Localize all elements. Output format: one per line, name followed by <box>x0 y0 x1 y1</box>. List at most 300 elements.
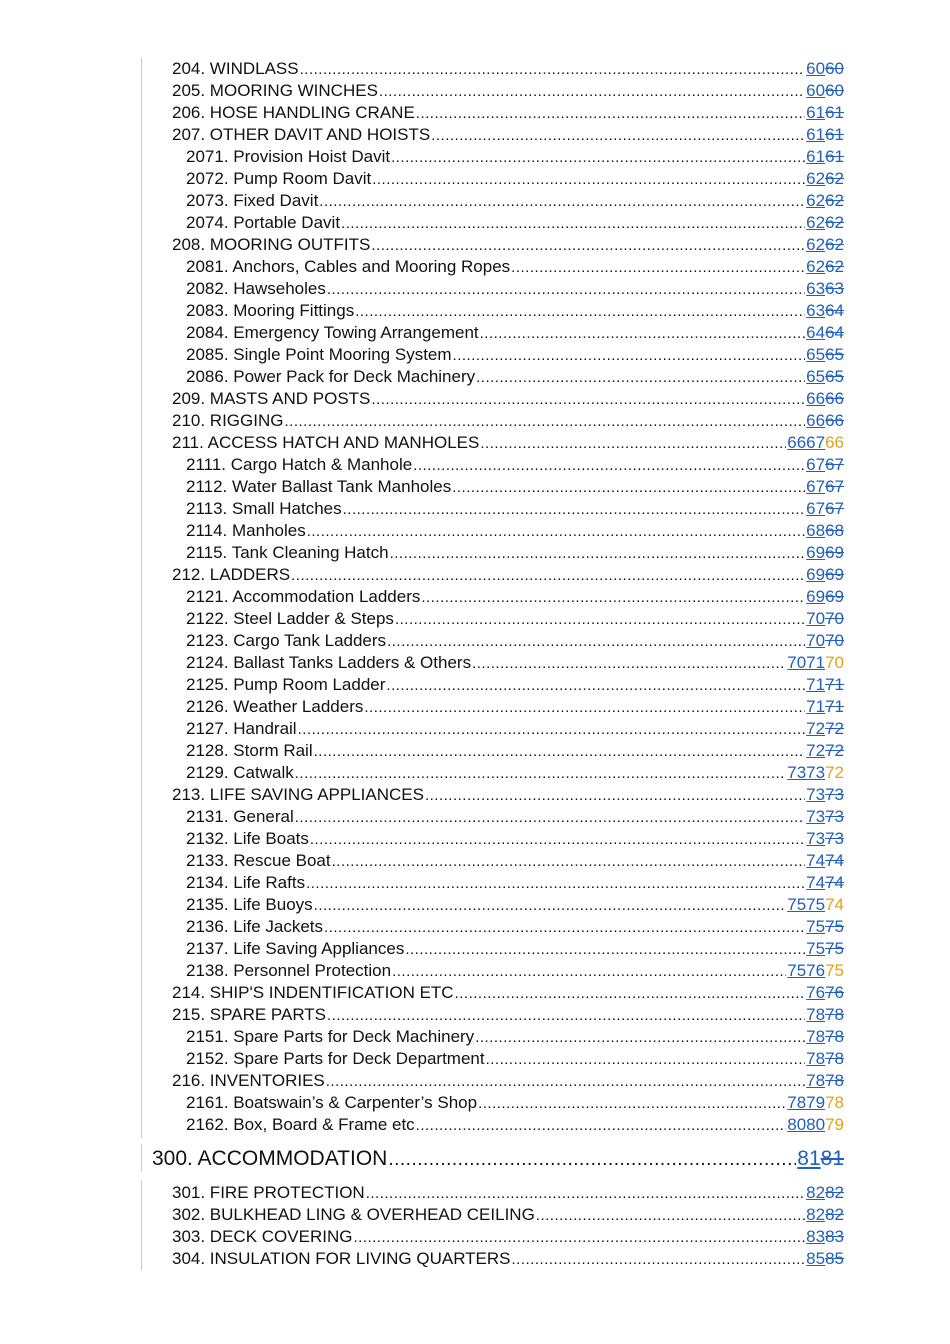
page-number-new[interactable]: 62 <box>806 191 826 210</box>
page-number-deleted: 64 <box>825 301 844 320</box>
toc-entry[interactable] <box>172 410 844 432</box>
dot-leader <box>314 741 806 763</box>
page-number[interactable] <box>806 828 844 850</box>
page-number-new[interactable]: 78 <box>806 1071 826 1090</box>
page-number-new[interactable]: 73 <box>806 807 826 826</box>
page-number-deleted: 71 <box>825 697 844 716</box>
toc-entry-title[interactable]: 2085. Single Point Mooring System <box>186 345 452 364</box>
page-number[interactable] <box>806 982 844 1004</box>
page-number-new[interactable]: 63 <box>806 301 826 320</box>
toc-entry-title[interactable]: 2132. Life Boats <box>186 829 309 848</box>
dot-leader <box>391 147 805 169</box>
page-number-new[interactable]: 60 <box>806 59 826 78</box>
dot-leader <box>472 653 786 675</box>
page-number[interactable] <box>806 124 844 146</box>
page-number-new[interactable]: 70 <box>806 631 826 650</box>
page-number-new[interactable]: 67 <box>806 499 826 518</box>
change-bar-major <box>141 1144 142 1172</box>
toc-entry[interactable] <box>172 674 844 696</box>
toc-entry-title[interactable]: 302. BULKHEAD LING & OVERHEAD CEILING <box>172 1205 535 1224</box>
toc-entry[interactable] <box>172 784 844 806</box>
page-number[interactable] <box>787 960 844 982</box>
page-number[interactable] <box>787 652 844 674</box>
page-number-new[interactable]: 64 <box>806 323 826 342</box>
toc-entry[interactable] <box>172 432 844 454</box>
page-number-deleted: 62 <box>825 235 844 254</box>
dot-leader <box>372 169 805 191</box>
toc-entry-title[interactable]: 2122. Steel Ladder & Steps <box>186 609 394 628</box>
toc-entry-title[interactable]: 2129. Catwalk <box>186 763 294 782</box>
page-number-new[interactable]: 69 <box>806 543 826 562</box>
page-number-new[interactable]: 68 <box>806 521 826 540</box>
toc-entry[interactable] <box>172 212 844 234</box>
page-number-deleted: 78 <box>825 1071 844 1090</box>
page-number-changed: 72 <box>825 763 844 782</box>
toc-entry-title[interactable]: 2071. Provision Hoist Davit <box>186 147 391 166</box>
page-number-new[interactable]: 82 <box>806 1205 826 1224</box>
toc-entry-title[interactable]: 2131. General <box>186 807 294 826</box>
toc-entry[interactable] <box>172 982 844 1004</box>
page-number[interactable] <box>806 740 844 762</box>
dot-leader <box>431 125 805 147</box>
toc-entry-title[interactable]: 2072. Pump Room Davit <box>186 169 372 188</box>
toc-entry[interactable] <box>172 1182 844 1204</box>
toc-entry-title[interactable]: 2133. Rescue Boat <box>186 851 331 870</box>
page-number-new[interactable]: 76 <box>806 983 826 1002</box>
page-number-deleted: 74 <box>825 851 844 870</box>
page-number-new[interactable]: 8080 <box>787 1115 826 1134</box>
page-number-new[interactable]: 67 <box>806 455 826 474</box>
page-number-new[interactable]: 66 <box>806 389 826 408</box>
page-number[interactable] <box>806 674 844 696</box>
page-number[interactable] <box>806 366 844 388</box>
toc-entry-title[interactable]: 2134. Life Rafts <box>186 873 306 892</box>
page-number-new[interactable]: 74 <box>806 851 826 870</box>
toc-entry[interactable] <box>172 938 844 960</box>
toc-entry[interactable] <box>172 388 844 410</box>
toc-entry[interactable] <box>172 278 844 300</box>
dot-leader <box>364 697 805 719</box>
page-number[interactable] <box>806 586 844 608</box>
toc-list-section-200 <box>172 58 844 1136</box>
toc-entry[interactable] <box>172 696 844 718</box>
toc-entry-title[interactable]: 2111. Cargo Hatch & Manhole <box>186 455 413 474</box>
page-number[interactable] <box>806 850 844 872</box>
page-number-deleted: 73 <box>825 829 844 848</box>
page-number[interactable] <box>806 410 844 432</box>
page-number-new[interactable]: 71 <box>806 697 826 716</box>
toc-entry-title[interactable]: 303. DECK COVERING <box>172 1227 353 1246</box>
page-number[interactable] <box>787 762 844 784</box>
toc-entry[interactable] <box>172 740 844 762</box>
page-number-new[interactable]: 7071 <box>787 653 826 672</box>
page-number[interactable] <box>806 784 844 806</box>
dot-leader <box>475 1027 805 1049</box>
page-number-deleted: 66 <box>825 411 844 430</box>
dot-leader <box>421 587 805 609</box>
page-number[interactable] <box>806 212 844 234</box>
toc-entry[interactable] <box>172 828 844 850</box>
dot-leader <box>453 345 806 367</box>
page-number[interactable] <box>806 872 844 894</box>
toc-entry-title[interactable]: 214. SHIP'S INDENTIFICATION ETC <box>172 983 454 1002</box>
dot-leader <box>478 1093 786 1115</box>
page-number-new[interactable]: 63 <box>806 279 826 298</box>
toc-entry-title[interactable]: 2115. Tank Cleaning Hatch <box>186 543 389 562</box>
toc-entry-title[interactable]: 2083. Mooring Fittings <box>186 301 355 320</box>
dot-leader <box>310 829 805 851</box>
toc-entry-title[interactable]: 209. MASTS AND POSTS <box>172 389 371 408</box>
toc-entry[interactable] <box>172 190 844 212</box>
page-number-new[interactable]: 67 <box>806 477 826 496</box>
toc-entry-title[interactable]: 204. WINDLASS <box>172 59 299 78</box>
page-number[interactable] <box>806 938 844 960</box>
dot-leader <box>327 279 805 301</box>
toc-entry[interactable] <box>172 322 844 344</box>
toc-entry[interactable] <box>172 1226 844 1248</box>
page-number-deleted: 78 <box>825 1005 844 1024</box>
page-number-new[interactable]: 60 <box>806 81 826 100</box>
page-number[interactable] <box>806 300 844 322</box>
page-number-new[interactable]: 71 <box>806 675 826 694</box>
page-number-new[interactable]: 69 <box>806 587 826 606</box>
page-number-new[interactable]: 78 <box>806 1027 826 1046</box>
toc-entry[interactable] <box>172 894 844 916</box>
page-number-new[interactable]: 66 <box>806 411 826 430</box>
page-number[interactable] <box>806 1248 844 1270</box>
dot-leader <box>386 675 805 697</box>
page-number-new[interactable]: 74 <box>806 873 826 892</box>
dot-leader <box>324 917 805 939</box>
page-number[interactable] <box>806 256 844 278</box>
page-number[interactable] <box>806 520 844 542</box>
page-number[interactable] <box>806 146 844 168</box>
page-number[interactable] <box>806 58 844 80</box>
toc-entry[interactable] <box>172 960 844 982</box>
toc-entry-title[interactable]: 215. SPARE PARTS <box>172 1005 327 1024</box>
toc-major-heading <box>152 1144 844 1174</box>
toc-entry-title[interactable]: 208. MOORING OUTFITS <box>172 235 371 254</box>
toc-entry[interactable] <box>172 124 844 146</box>
toc-entry-title[interactable]: 2162. Box, Board & Frame etc <box>186 1115 415 1134</box>
toc-entry-title[interactable]: 2113. Small Hatches <box>186 499 342 518</box>
toc-entry[interactable] <box>172 718 844 740</box>
toc-entry-title[interactable]: 301. FIRE PROTECTION <box>172 1183 365 1202</box>
page-number-new[interactable]: 61 <box>806 103 826 122</box>
toc-entry[interactable] <box>172 454 844 476</box>
toc-entry[interactable] <box>172 1114 844 1136</box>
page-number-deleted: 60 <box>825 81 844 100</box>
toc-entry-title[interactable]: 2125. Pump Room Ladder <box>186 675 386 694</box>
page-number-deleted: 63 <box>825 279 844 298</box>
page-number[interactable] <box>806 168 844 190</box>
page-number[interactable] <box>787 1092 844 1114</box>
toc-entry[interactable] <box>172 1004 844 1026</box>
dot-leader <box>480 433 786 455</box>
page-number-new[interactable]: 73 <box>806 829 826 848</box>
toc-entry-title[interactable]: 2086. Power Pack for Deck Machinery <box>186 367 476 386</box>
page-number[interactable] <box>787 432 844 454</box>
toc-entry[interactable] <box>172 1048 844 1070</box>
page-number-new[interactable]: 65 <box>806 345 826 364</box>
page-number-deleted: 60 <box>825 59 844 78</box>
page-number-new[interactable]: 62 <box>806 235 826 254</box>
toc-entry[interactable] <box>172 80 844 102</box>
toc-entry-title[interactable]: 300. ACCOMMODATION <box>152 1147 388 1170</box>
page-number-deleted: 69 <box>825 543 844 562</box>
page-number[interactable] <box>806 102 844 124</box>
toc-entry-title[interactable]: 2161. Boatswain’s & Carpenter’s Shop <box>186 1093 478 1112</box>
toc-entry[interactable] <box>172 1070 844 1092</box>
toc-entry[interactable] <box>172 168 844 190</box>
toc-entry[interactable] <box>172 542 844 564</box>
toc-entry-title[interactable]: 2128. Storm Rail <box>186 741 313 760</box>
toc-entry[interactable] <box>172 366 844 388</box>
page-number[interactable] <box>806 388 844 410</box>
page-number-deleted: 61 <box>825 125 844 144</box>
dot-leader <box>392 961 786 983</box>
dot-leader <box>326 1071 805 1093</box>
page-number[interactable] <box>806 696 844 718</box>
page-number[interactable] <box>797 1144 844 1174</box>
toc-entry-title[interactable]: 304. INSULATION FOR LIVING QUARTERS <box>172 1249 511 1268</box>
page-number[interactable] <box>806 190 844 212</box>
toc-entry[interactable] <box>172 806 844 828</box>
page-number[interactable] <box>806 1226 844 1248</box>
page-number-new[interactable]: 69 <box>806 565 826 584</box>
page-number[interactable] <box>806 344 844 366</box>
toc-entry-title[interactable]: 211. ACCESS HATCH AND MANHOLES <box>172 433 480 452</box>
page-number-changed: 74 <box>825 895 844 914</box>
toc-entry[interactable] <box>172 872 844 894</box>
page-number[interactable] <box>806 1004 844 1026</box>
page-number-new[interactable]: 78 <box>806 1049 826 1068</box>
page-number-deleted: 68 <box>825 521 844 540</box>
page-number-deleted: 62 <box>825 257 844 276</box>
toc-entry[interactable] <box>172 762 844 784</box>
dot-leader <box>291 565 805 587</box>
toc-entry[interactable] <box>172 146 844 168</box>
page-number-deleted: 83 <box>825 1227 844 1246</box>
dot-leader <box>298 719 806 741</box>
toc-entry[interactable] <box>172 58 844 80</box>
toc-entry[interactable] <box>172 850 844 872</box>
page-number[interactable] <box>806 806 844 828</box>
page-number[interactable] <box>806 718 844 740</box>
toc-entry[interactable] <box>172 102 844 124</box>
page-number-deleted: 70 <box>825 631 844 650</box>
page-number-deleted: 78 <box>825 1027 844 1046</box>
toc-entry[interactable] <box>172 344 844 366</box>
toc-entry[interactable] <box>172 1248 844 1270</box>
page-number-new[interactable]: 62 <box>806 169 826 188</box>
dot-leader <box>343 499 806 521</box>
toc-entry-title[interactable]: 2138. Personnel Protection <box>186 961 392 980</box>
toc-entry[interactable] <box>172 564 844 586</box>
page-number[interactable] <box>806 564 844 586</box>
toc-entry-title[interactable]: 2114. Manholes <box>186 521 306 540</box>
toc-entry[interactable] <box>172 586 844 608</box>
page-number[interactable] <box>806 1070 844 1092</box>
page-number-new[interactable]: 62 <box>806 257 826 276</box>
page-number-new[interactable]: 6667 <box>787 433 826 452</box>
toc-entry-title[interactable]: 213. LIFE SAVING APPLIANCES <box>172 785 424 804</box>
dot-leader <box>511 257 805 279</box>
page-number-deleted: 67 <box>825 455 844 474</box>
page-number-new[interactable]: 75 <box>806 917 826 936</box>
toc-entry[interactable] <box>172 652 844 674</box>
toc-entry-title[interactable]: 216. INVENTORIES <box>172 1071 325 1090</box>
page-number-new[interactable]: 7575 <box>787 895 826 914</box>
toc-entry[interactable] <box>172 300 844 322</box>
page-number[interactable] <box>806 234 844 256</box>
toc-entry-title[interactable]: 207. OTHER DAVIT AND HOISTS <box>172 125 431 144</box>
page-number-new[interactable]: 7373 <box>787 763 826 782</box>
page-number-deleted: 62 <box>825 169 844 188</box>
toc-entry[interactable] <box>172 608 844 630</box>
toc-entry[interactable] <box>172 234 844 256</box>
toc-entry-title[interactable]: 210. RIGGING <box>172 411 284 430</box>
toc-entry[interactable] <box>172 916 844 938</box>
page-number-new[interactable]: 7879 <box>787 1093 826 1112</box>
toc-entry[interactable] <box>172 1026 844 1048</box>
dot-leader <box>295 763 787 785</box>
dot-leader <box>452 477 805 499</box>
dot-leader <box>486 1049 806 1071</box>
dot-leader <box>405 939 805 961</box>
toc-entry[interactable] <box>172 1204 844 1226</box>
page-number-new[interactable]: 61 <box>806 125 826 144</box>
toc-entry[interactable] <box>172 476 844 498</box>
page-number-new[interactable]: 83 <box>806 1227 826 1246</box>
toc-entry-title[interactable]: 2127. Handrail <box>186 719 297 738</box>
toc-entry-title[interactable]: 2123. Cargo Tank Ladders <box>186 631 387 650</box>
dot-leader <box>295 807 805 829</box>
toc-entry-title[interactable]: 2136. Life Jackets <box>186 917 324 936</box>
dot-leader <box>455 983 806 1005</box>
page-number-new[interactable]: 85 <box>806 1249 826 1268</box>
toc-entry-title[interactable]: 212. LADDERS <box>172 565 291 584</box>
dot-leader <box>536 1205 805 1227</box>
toc-entry-title[interactable]: 2137. Life Saving Appliances <box>186 939 405 958</box>
page-number-deleted: 76 <box>825 983 844 1002</box>
toc-entry-title[interactable]: 206. HOSE HANDLING CRANE <box>172 103 415 122</box>
page-number-deleted: 66 <box>825 389 844 408</box>
page-number[interactable] <box>806 80 844 102</box>
page-number[interactable] <box>806 1182 844 1204</box>
page-number-new[interactable]: 61 <box>806 147 826 166</box>
dot-leader <box>395 609 805 631</box>
page-number-deleted: 73 <box>825 785 844 804</box>
page-number-changed: 78 <box>825 1093 844 1112</box>
dot-leader <box>319 191 805 213</box>
page-number-deleted: 72 <box>825 741 844 760</box>
page-number-deleted: 71 <box>825 675 844 694</box>
page-number-new[interactable]: 72 <box>806 741 826 760</box>
page-number-new[interactable]: 72 <box>806 719 826 738</box>
toc-entry-title[interactable]: 2135. Life Buoys <box>186 895 313 914</box>
page-number[interactable] <box>806 1048 844 1070</box>
page-number[interactable] <box>787 894 844 916</box>
toc-entry-title[interactable]: 2084. Emergency Towing Arrangement <box>186 323 479 342</box>
page-number[interactable] <box>787 1114 844 1136</box>
toc-entry[interactable] <box>172 1092 844 1114</box>
page-number-new[interactable]: 70 <box>806 609 826 628</box>
page-number[interactable] <box>806 608 844 630</box>
page-number[interactable] <box>806 630 844 652</box>
page-number-new[interactable]: 73 <box>806 785 826 804</box>
page-number[interactable] <box>806 278 844 300</box>
page-number-deleted: 82 <box>825 1205 844 1224</box>
toc-entry[interactable] <box>172 520 844 542</box>
toc-entry[interactable] <box>172 498 844 520</box>
toc-entry-title[interactable]: 2152. Spare Parts for Deck Department <box>186 1049 485 1068</box>
dot-leader <box>306 873 805 895</box>
dot-leader <box>353 1227 805 1249</box>
page-number-deleted: 61 <box>825 103 844 122</box>
page-number[interactable] <box>806 542 844 564</box>
change-bar-bottom <box>141 1180 142 1270</box>
page-number-deleted: 85 <box>825 1249 844 1268</box>
toc-entry-title[interactable]: 2081. Anchors, Cables and Mooring Ropes <box>186 257 511 276</box>
dot-leader <box>371 389 805 411</box>
toc-entry-title[interactable]: 205. MOORING WINCHES <box>172 81 378 100</box>
page-number-deleted: 73 <box>825 807 844 826</box>
page-number-new[interactable]: 62 <box>806 213 826 232</box>
toc-entry-title[interactable]: 2082. Hawseholes <box>186 279 326 298</box>
dot-leader <box>371 235 805 257</box>
page-number-deleted: 65 <box>825 345 844 364</box>
toc-entry-title[interactable]: 2074. Portable Davit <box>186 213 341 232</box>
page-number[interactable] <box>806 498 844 520</box>
toc-entry-title[interactable]: 2151. Spare Parts for Deck Machinery <box>186 1027 475 1046</box>
page-number[interactable] <box>806 454 844 476</box>
page-number[interactable] <box>806 916 844 938</box>
dot-leader <box>300 59 806 81</box>
toc-entry-title[interactable]: 2124. Ballast Tanks Ladders & Others <box>186 653 472 672</box>
page-number-new[interactable]: 75 <box>806 939 826 958</box>
page-number[interactable] <box>806 1204 844 1226</box>
toc-entry[interactable] <box>172 630 844 652</box>
page-number-new[interactable]: 65 <box>806 367 826 386</box>
page-number-deleted: 74 <box>825 873 844 892</box>
toc-entry[interactable] <box>172 256 844 278</box>
page-number-changed: 79 <box>825 1115 844 1134</box>
dot-leader <box>284 411 805 433</box>
page-number-deleted: 64 <box>825 323 844 342</box>
page-number-deleted: 75 <box>825 917 844 936</box>
page-number-deleted: 72 <box>825 719 844 738</box>
toc-entry-title[interactable]: 2112. Water Ballast Tank Manholes <box>186 477 452 496</box>
dot-leader <box>425 785 805 807</box>
dot-leader <box>413 455 805 477</box>
page-number-new[interactable]: 7576 <box>787 961 826 980</box>
page-number[interactable] <box>806 476 844 498</box>
page-number-new[interactable]: 82 <box>806 1183 826 1202</box>
toc-entry-title[interactable]: 2121. Accommodation Ladders <box>186 587 421 606</box>
page-number-deleted: 69 <box>825 565 844 584</box>
toc-entry[interactable] <box>152 1144 844 1174</box>
dot-leader <box>480 323 806 345</box>
dot-leader <box>476 367 805 389</box>
page-number[interactable] <box>806 322 844 344</box>
page-number-new[interactable]: 78 <box>806 1005 826 1024</box>
toc-entry-title[interactable]: 2073. Fixed Davit <box>186 191 319 210</box>
page-number[interactable] <box>806 1026 844 1048</box>
page-number-deleted: 67 <box>825 477 844 496</box>
page-number-new[interactable]: 81 <box>797 1147 821 1170</box>
toc-entry-title[interactable]: 2126. Weather Ladders <box>186 697 364 716</box>
